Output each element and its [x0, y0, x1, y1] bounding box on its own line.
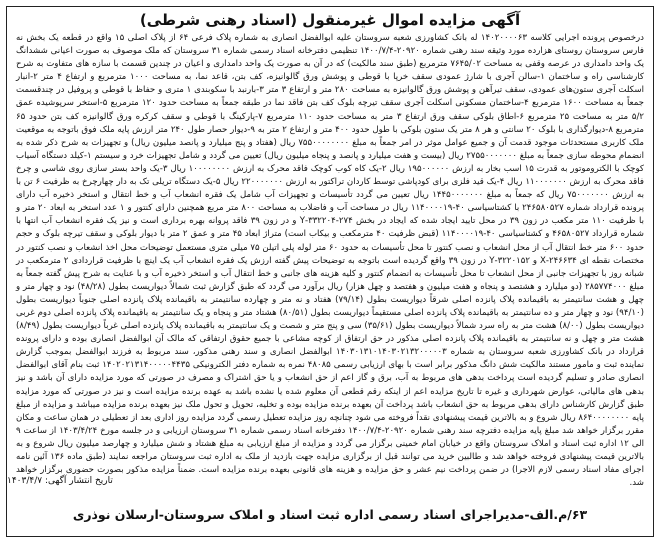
signature-line: ۶۳/م.الف-مدیراجرای اسناد رسمی اداره ثبت اسناد و املاک سروستان-ارسلان نوذری: [72, 507, 588, 522]
notice-body: درخصوص پرونده اجرایی کلاسه ۱۴۰۲۰۰۰۰۶۳ له بانک کشاورزی شعبه سروستان علیه ابوالفضل انصاری به شماره پلاک فرعی ۶۴ از پلاک اصلی ۱۵ واقع در قطعه یک بخش نه فارس سروستان روستای هزارده مورد وثیقه سند رهنی شماره ۲۰۹۲۰-۱۴۰۰/۷/۴ تنظیمی دفترخانه اسناد رسمی شماره ۳۱ سروستان که ملک موصوف به صورت اعیانی ششدانگ یک واحد دامداری در عرصه وقفی به مساحت ۷۶۴۵/۰۲ مترمربع (طبق سند مالکیت) که در آن به صورت یک واحد دامداری و اعیان در چندین قسمت با سازه های متفاوت به شرح کارشناسی راه و ساختمان ۱-سالن آجری با شارژ عمودی سقف خرپا با قوطی و پوشش ورق گالوانیزه، کف بتن، قاعد نما، به مساحت ۱۰۰۰ مترمربع و ارتفاع ۴ متر ۲-انبار اسکلت آجری ستون‌های عمودی، سقف تیرآهن و پوشش ورق گالوانیزه به مساحت ۲۸۰ متر و ارتفاع ۳ متر ۳-بارنبد با سکوبندی ۱ متری و حفاظ با قوطی و پروفیل در چندقسمت جمعاً به مساحت ۱۶۰۰ مترمربع ۴-ساختمان مسکونی اسکلت آجری سقف تیرچه بلوک کف بتن فاقد نما در طبقه جمعاً به مساحت حدود ۱۲۰ مترمربع ۵-استخر سرپوشیده عمق ۵/۲ متر به مساحت ۲۵ مترمربع ۶-اطاق بلوکی سقف ورق ارتفاع ۳ متر به مساحت حدود ۱۱۰ مترمربع ۷-پارکینگ با قوطی و سقف کرکره ورق گالوانیزه کف بتن حدود ۶۵ مترمربع ۸-دیوارگذاری با بلوک ۲۰ سانتی و هر ۸ متر یک ستون بلوکی با طول حدود ۴۰۰ متر و ارتفاع ۲ متر به ۹-دیوار حصار طول ۲۴۰ متر ارزش پایه ملک فوق باتوجه به موقعیت ملک کاربری مستحدثات موجود قدمت آن و جمیع عوامل موثر در امر جمعاً به مبلغ ۷۵۵۰۰۰۰۰۰۰۰ ریال (هفتاد و پنج میلیارد و پانصد میلیون ریال) و تجهیزات به شرح ذکر شده به انضمام محوطه سازی جمعاً به مبلغ ۲۷۵۵۰۰۰۰۰۰۰ ریال (بیست و هفت میلیارد و پانصد و پنجاه میلیون ریال) تعیین می گردد و شامل تجهیزات خرد و سیستم ۱-کیلد دستگاه آسیاب کوچک با الکتروموتور به قدرت ۱۵ اسب بخار به ارزش ۱۹۵۰۰۰۰۰۰ ریال ۲-یک کاه کوب کوچک فاقد محرک به ارزش ۱۰۰۰۰۰۰۰۰ ریال ۳-یک واحد بستر سازی روی شاسی و چرخ فاقد محرک به ارزش ۱۱۰۰۰۰۰۰۰ ریال ۴-یک قید فلزی برای کودپاشی توسط کاردان تراکتور به ارزش ۲۲۰۰۰۰۰۰۰ ریال ۵-یک دستگاه تریلی تک به دار چهارچرخ به ظرفیت ۶ تن با به ارزش ۷۵۰۰۰۰۰۰۰ ریال که جمعاً به مبلغ ۱۴۴۵۰۰۰۰۰۰۰ ریال تعیین می گردد تأسیسات و تجهیزات آب شامل یک فقره انشعاب آب و خط انتقال و استخر ذخیره آب دارای پرونده قرارداد شماره ۲۴۶۵۸۰۵۲۷ با کشتاسیاسی ۴۰-۱۱۴۰۰۰۰۱۹ ریال در مساحت آب و فاضلاب به مساحت ۸۰۰ متر مربع همچنین دارای کنتور و ۱ عدد استخر به ابعاد ۲۰ متر و با ظرفیت ۱۱۰ متر مکعب در زون ۳۹ در محل تایید ایجاد شده که ایجاد در بخش ۲۷۴-۳۳۲۲۰۴-Y و در زون ۳۹ فاقد پروانه بهره برداری است و نیز یک فقره انشعاب آب انتها با شماره قرارداد ۴۶۵۸۰۵۲۷ و کشتاسیاسی ۴۰-۱۱۴۰۰۰۰۱۹ (قبض ظرفیت ۴۰ مترمکعب و بیکاب است) متراژ ابعاد ۴۵ متر و عمق ۲ متر با دیوار بلوکی و سقف تیرچه بلوک و حجم حدود ۶۰۰ متر خط انتقال آب از محل انشعاب و نصب کنتور تا محل تأسیسات به حدود ۶۰ متر لوله پلی اتیلن ۷۵ میلی متری مستعمل توضیحات محل اخذ انشعاب و نصب کنتور در مختصات نقطه ای ۲۴۶۶۳۴-X و ۳۲۲۰۱۵۲-Y در زون ۳۹ واقع گردیده است باتوجه به توضیحات پیش گفته ارزش یک فقره انشعاب آب یک اینچ با ظرفیت قراردادی ۲ مترمکعب در شبانه روز با تجهیزات جانبی از محل انشعاب تا محل تأسیسات به انضمام کنتور و کلیه هزینه های جانبی و خط انتقال آب و استخر ذخیره آب و با عنایت به شرح پیش گفته جمعاً به مبلغ ۲۸۵۷۷۴۰۰۰ (دو میلیارد و هشتصد و پنجاه و هفت میلیون و هفتصد و چهل هزار) ریال برآورد می گردد که طبق گزارش ثبت شمالاً دیواریست بطول (۴۸/۲۸) نود و چهار متر و چهل و هشت سانتیمتر به باقیمانده پلاک پانزده اصلی شرقاً دیواریست بطول (۷۹/۱۴) هفتاد و نه متر و چهارده سانتیمتر به باقیمانده پلاک پانزده اصلی جنوباً دیواریست بطول (۹۴/۱۰) نود و چهار متر و ده سانتیمتر به باقیمانده پلاک پانزده اصلی مستقیماً دیواریست بطول (۸۰/۵۱) هشتاد متر و پنجاه و یک سانتیمتر به باقیمانده پلاک پانزده اصلی دوم غربی دیواریست بطول (۸/۰۰) هشت متر به راه سرد شمالاً دیواریست بطول (۳۵/۶۱) سی و پنج متر و شصت و یک سانتیمتر به باقیمانده پلاک پانزده اصلی غرباً دیواریست بطول (۸/۴۹) هشت متر و چهل و نه سانتیمتر به باقیمانده پلاک پانزده اصلی مذکور در حق ارتفاق از کوچه مشاعی با جمیع حقوق ارتفاقی که مالک آن ابوالفضل انصاری بوده و دارای پرونده قرارداد در بانک کشاورزی شعبه سروستان به شماره ۱۴۰۳۰۱۳۱۰۱۴۰۳۰۲۱۳۲۰۰۰۰۰۳ ابوالفضل انصاری و سند رهنی مذکور، سند مربوط به فرزند ابوالفضل بموجب گزارش نماینده ثبت و مامور مستند مالکیت شش دانگ مذکور برابر است با بهای ارزیابی رسمی ۴۸۰۸۵ نمره به شماره دفتر الکترونیکی ۱۴۰۲۰۲۱۳۱۴۰۰۰۰۰۴۴۳۵ ثبت بنام آقای ابوالفضل انصاری صادر و تسلیم گردیده است پرداخت بدهی های مربوط به آب، برق و گاز اعم از حق انشعاب و یا حق اشتراک و مصرف در صورتی که مورد مزایده دارای آن باشد و نیز بدهی های مالیاتی، عوارض شهرداری و غیره تا تاریخ مزایده اعم از اینکه رقم قطعی آن معلوم شده یا نشده باشد به عهده برنده مزایده است و نیز در صورتی که مورد مزایده طبق گزارش کارشناس دارای بدهی مربوط به حق انشعاب باشد پرداخت آن بعهده برنده مزایده بوده و تخلیه، تحویل و تحول ملک نیز بعهده برنده مزایده میباشد و مزایده از مبلغ پایه ۸۶۴۰۰۰۰۰۰۰۰ ریال شروع و به بالاترین قیمت پیشنهادی نقداً فروخته می شود چنانچه روز مزایده تعطیل رسمی گردد مزایده روز اداری بعد از تعطیلی در همان ساعت و مکان مقرر برگزار خواهد شد مبلغ پایه مزایده دفترچه سند رهنی شماره ۲۰۹۲۰-۱۴۰۰/۷/۴ دفترخانه اسناد رسمی شماره ۳۱ سروستان ارزیابی و در جلسه مورخ ۱۴۰۳/۴/۲۴ از ساعت ۹ الی ۱۲ اداره ثبت اسناد و املاک سروستان واقع در خیابان امام خمینی برگزار می گردد و مزایده از مبلغ ارزیابی به مبلغ هشتاد و شش میلیارد و چهارصد میلیون ریال شروع و به بالاترین قیمت پیشنهادی فروخته خواهد شد و طالبین خرید می توانند قبل از برگزاری مزایده جهت بازدید از ملک به اداره ثبت سروستان مراجعه نمایند (طبق ماده ۱۳۶ آئین نامه اجرای مفاد اسناد رسمی لازم الاجرا) در ضمن پرداخت نیم عشر و حق مزایده و هزینه های قانونی بعهده برنده مزایده است. ضمناً مزایده مذکور بصورت حضوری برگزار خواهد شد.: [16, 33, 645, 489]
notice-title: آگهی مزایده اموال غیرمنقول (اسناد رهنی شرطی): [139, 11, 521, 29]
publication-date-label: تاریخ انتشار آگهی:: [44, 476, 113, 486]
auction-notice: [6, 6, 654, 537]
publication-date-value: ۱۴۰۳/۴/۷: [7, 476, 43, 486]
